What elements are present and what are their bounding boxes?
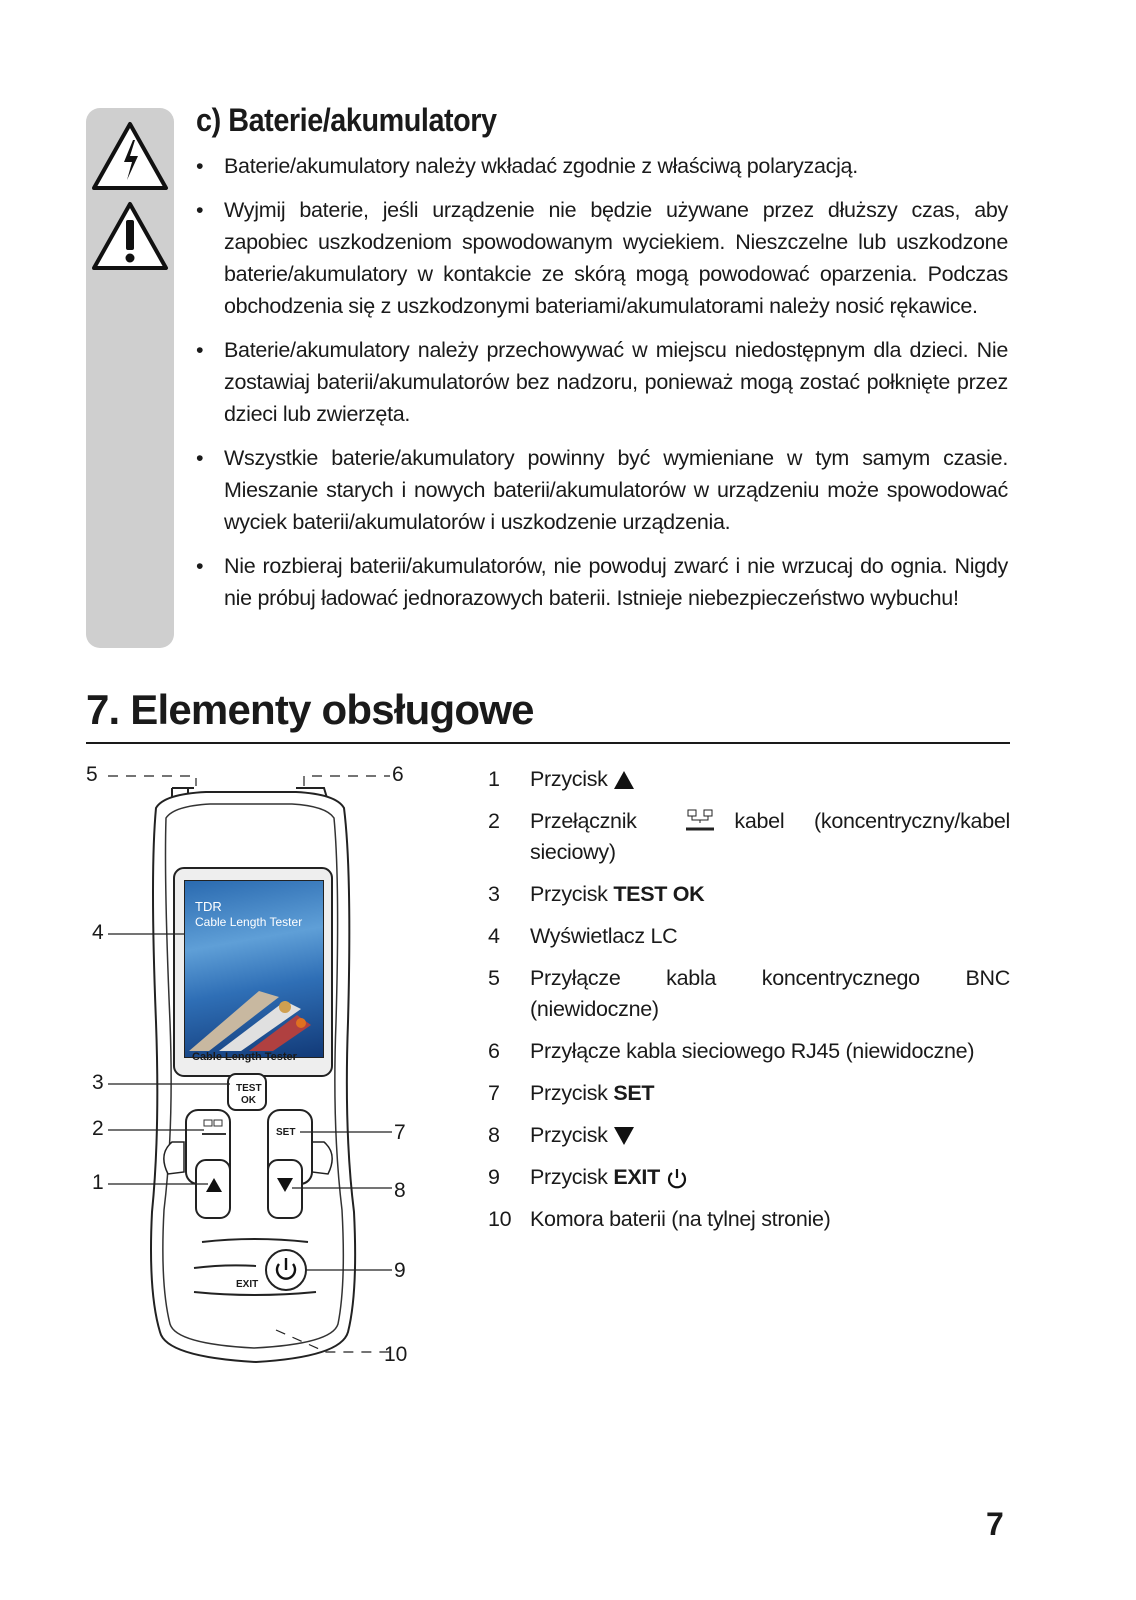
device-illustration (86, 763, 446, 1412)
screen-title: TDR (195, 899, 222, 914)
list-item: • Nie rozbieraj baterii/akumulatorów, nie powoduj zwarć i nie wrzucaj do ognia. Nigdy nie próbuj ładować jednorazowych baterii. Istnieje niebezpieczeństwo wybuchu! (196, 554, 1008, 610)
list-item: 8 Przycisk (488, 1120, 1010, 1151)
list-item: 2 Przełącznik kabel (koncentryczny/kabel sieciowy) (488, 809, 1010, 864)
list-item: 7 Przycisk SET (488, 1081, 655, 1105)
list-item: 6 Przyłącze kabla sieciowego RJ45 (niewidoczne) (488, 1039, 975, 1063)
controls-list (488, 764, 1010, 1246)
exit-button-label: EXIT (236, 1279, 259, 1290)
callout-5: 5 (86, 763, 98, 786)
device-outline (86, 772, 446, 1412)
callout-4: 4 (92, 921, 104, 944)
set-button-label: SET (276, 1127, 296, 1138)
list-item: • Wyjmij baterie, jeśli urządzenie nie będzie używane przez dłuższy czas, aby zapobiec uszkodzeniom spowodowanym wyciekiem. Nieszczelne lub uszkodzone baterie/akumulatory w kontakcie ze skórą mogą powodować oparzenia. Podczas obchodzenia się z uszkodzonymi bateriami/akumulatorami należy nosić rękawice. (196, 198, 1008, 318)
battery-bullet-list (196, 150, 1008, 626)
test-button-label: TEST (236, 1083, 262, 1094)
page-number: 7 (986, 1506, 1004, 1542)
triangle-down-icon (613, 1126, 635, 1146)
list-item: • Wszystkie baterie/akumulatory powinny być wymieniane w tym samym czasie. Mieszanie starych i nowych baterii/akumulatorów w urządzeniu może spowodować wyciek baterii/akumulatorów i uszkodzenie urządzenia. (196, 446, 1008, 534)
subsection-title: c) Baterie/akumulatory (196, 102, 497, 138)
warning-sidebar (86, 108, 174, 648)
callout-2: 2 (92, 1117, 104, 1140)
list-item: 4 Wyświetlacz LC (488, 924, 678, 948)
electric-hazard-icon (91, 120, 169, 192)
list-item: • Baterie/akumulatory należy przechowywać w miejscu niedostępnym dla dzieci. Nie zostawiaj baterii/akumulatorów bez nadzoru, ponieważ mogą zostać połknięte przez dzieci lub zwierzęta. (196, 338, 1008, 426)
cable-image (189, 981, 319, 1051)
callout-7: 7 (394, 1121, 406, 1144)
callout-8: 8 (394, 1179, 406, 1202)
device-screen (184, 880, 324, 1058)
callout-6: 6 (392, 763, 404, 786)
list-item: 9 Przycisk EXIT (488, 1162, 1010, 1193)
triangle-up-icon (613, 770, 635, 790)
callout-9: 9 (394, 1259, 406, 1282)
ok-button-label: OK (241, 1095, 256, 1106)
list-item: 5 Przyłącze kabla koncentrycznego BNC (niewidoczne) (488, 966, 1010, 1021)
callout-10: 10 (384, 1343, 408, 1366)
callout-1: 1 (92, 1171, 104, 1194)
list-item: 10 Komora baterii (na tylnej stronie) (488, 1207, 831, 1231)
section-divider (86, 742, 1010, 744)
list-item: 1 Przycisk (488, 764, 1010, 795)
list-item: • Baterie/akumulatory należy wkładać zgodnie z właściwą polaryzacją. (196, 154, 858, 178)
device-label: Cable Length Tester (192, 1051, 297, 1063)
section-title: 7. Elementy obsługowe (86, 686, 534, 733)
list-item: 3 Przycisk TEST OK (488, 882, 705, 906)
network-switch-icon (680, 809, 720, 835)
screen-subtitle: Cable Length Tester (195, 915, 303, 929)
callout-3: 3 (92, 1071, 104, 1094)
warning-exclamation-icon (91, 200, 169, 272)
power-icon (666, 1167, 688, 1189)
